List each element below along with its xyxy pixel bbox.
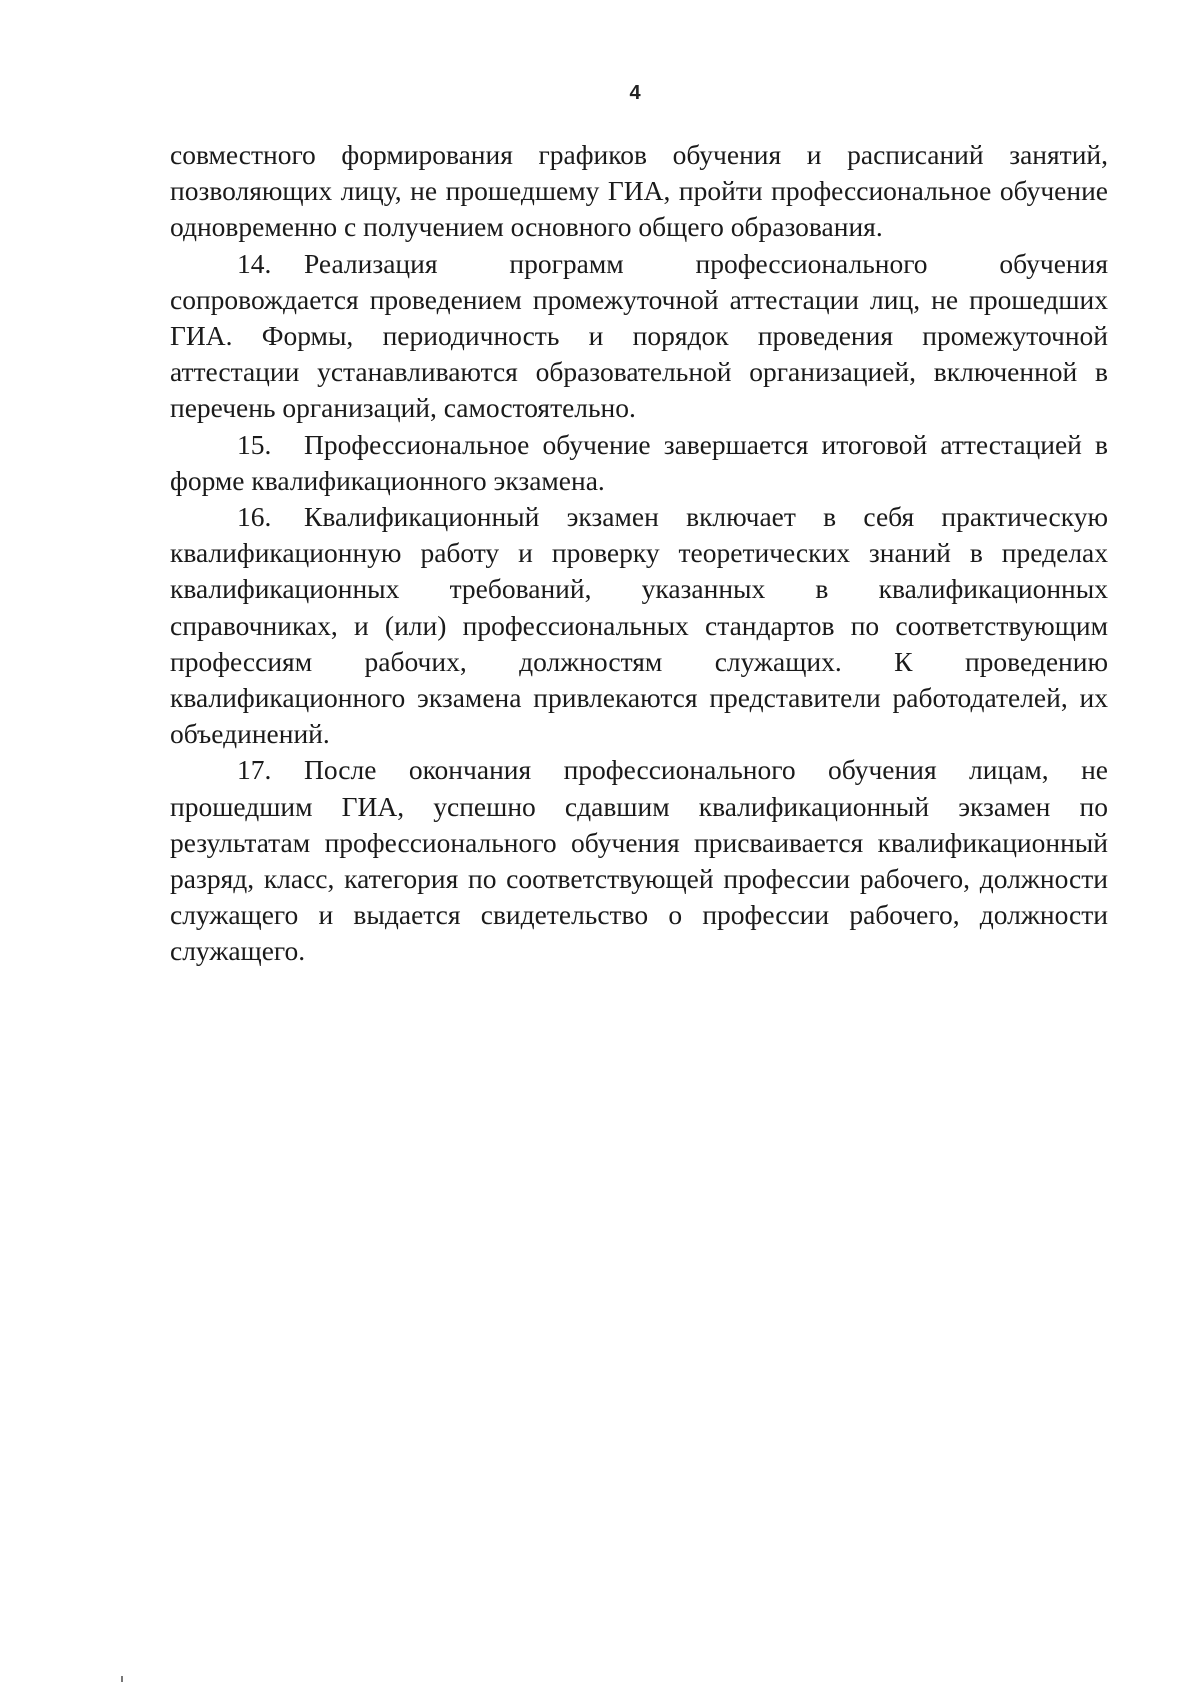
paragraph-text: После окончания профессионального обучения лицам, не прошедшим ГИА, успешно сдавшим квалификационный экзамен по результатам профессионального обучения присваивается квалификационный разряд, класс, категория по соответствующей профессии рабочего, должности служащего и выдается свидетельство о профессии рабочего, должности служащего. bbox=[170, 754, 1108, 967]
paragraph-text: Профессиональное обучение завершается итоговой аттестацией в форме квалификационного экзамена. bbox=[170, 428, 1108, 496]
paragraph-number: 14. bbox=[237, 247, 272, 279]
paragraph-number: 15. bbox=[237, 428, 272, 460]
paragraph-number: 16. bbox=[237, 501, 272, 533]
paragraph-text: Реализация программ профессионального обучения сопровождается проведением промежуточной аттестации лиц, не прошедших ГИА. Формы, периодичность и порядок проведения промежуточной аттестации устанавливаются образовательной организацией, включенной в перечень организаций, самостоятельно. bbox=[170, 247, 1108, 424]
paragraph-number: 17. bbox=[237, 754, 272, 786]
paragraph-14 bbox=[170, 246, 1108, 427]
paragraph-continuation bbox=[170, 137, 1108, 246]
paragraph-17 bbox=[170, 752, 1108, 969]
paragraph-15 bbox=[170, 427, 1108, 499]
paragraph-text: Квалификационный экзамен включает в себя практическую квалификационную работу и проверку теоретических знаний в пределах квалификационных требований, указанных в квалификационных справочниках, и (или) профессиональных стандартов по соответствующим профессиям рабочих, должностям служащих. К проведению квалификационного экзамена привлекаются представители работодателей, их объединений. bbox=[170, 501, 1108, 750]
document-body bbox=[170, 137, 1108, 970]
paragraph-text: совместного формирования графиков обучения и расписаний занятий, позволяющих лицу, не прошедшему ГИА, пройти профессиональное обучение одновременно с получением основного общего образования. bbox=[170, 139, 1108, 243]
scan-edge-mark bbox=[121, 1676, 123, 1682]
page-number: 4 bbox=[629, 82, 641, 104]
paragraph-16 bbox=[170, 499, 1108, 752]
